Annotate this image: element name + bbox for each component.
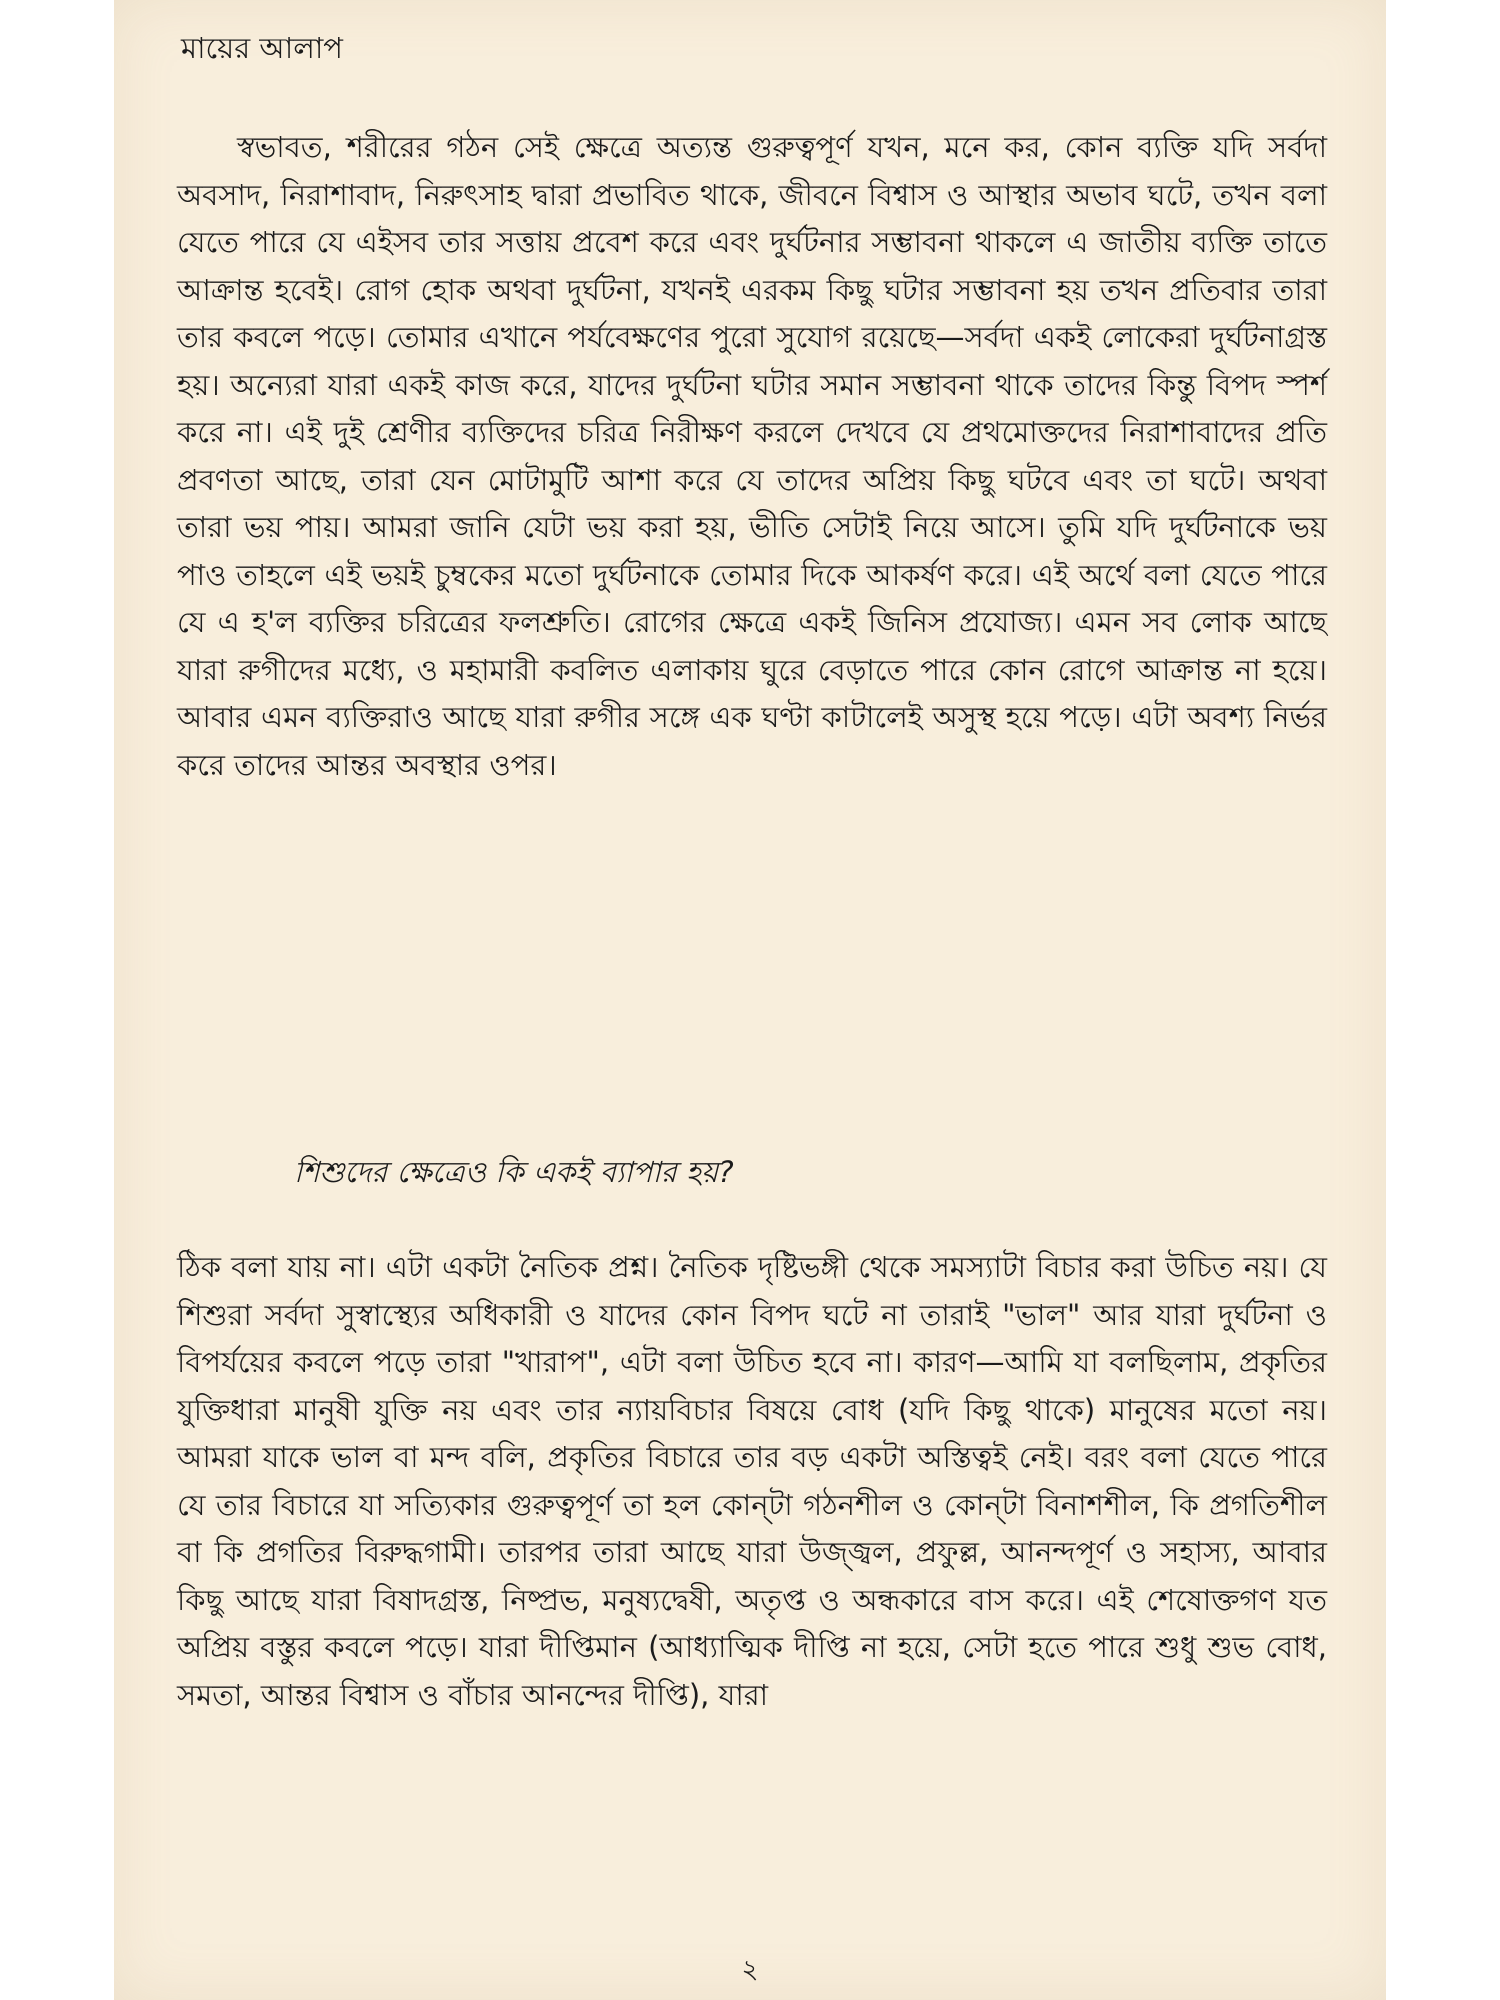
page-number: ২	[741, 1955, 759, 1985]
book-page	[114, 0, 1386, 2000]
paragraph-1: স্বভাবত, শরীরের গঠন সেই ক্ষেত্রে অত্যন্ত গুরুত্বপূর্ণ যখন, মনে কর, কোন ব্যক্তি যদি সর্বদা অবসাদ, নিরাশাবাদ, নিরুৎসাহ দ্বারা প্রভাবিত থাকে, জীবনে বিশ্বাস ও আস্থার অভাব ঘটে, তখন বলা যেতে পারে যে এইসব তার সত্তায় প্রবেশ করে এবং দুর্ঘটনার সম্ভাবনা থাকলে এ জাতীয় ব্যক্তি তাতে আক্রান্ত হবেই। রোগ হোক অথবা দুর্ঘটনা, যখনই এরকম কিছু ঘটার সম্ভাবনা হয় তখন প্রতিবার তারা তার কবলে পড়ে। তোমার এখানে পর্যবেক্ষণের পুরো সুযোগ রয়েছে—সর্বদা একই লোকেরা দুর্ঘটনাগ্রস্ত হয়। অন্যেরা যারা একই কাজ করে, যাদের দুর্ঘটনা ঘটার সমান সম্ভাবনা থাকে তাদের কিন্তু বিপদ স্পর্শ করে না। এই দুই শ্রেণীর ব্যক্তিদের চরিত্র নিরীক্ষণ করলে দেখবে যে প্রথমোক্তদের নিরাশাবাদের প্রতি প্রবণতা আছে, তারা যেন মোটামুটি আশা করে যে তাদের অপ্রিয় কিছু ঘটবে এবং তা ঘটে। অথবা তারা ভয় পায়। আমরা জানি যেটা ভয় করা হয়, ভীতি সেটাই নিয়ে আসে। তুমি যদি দুর্ঘটনাকে ভয় পাও তাহলে এই ভয়ই চুম্বকের মতো দুর্ঘটনাকে তোমার দিকে আকর্ষণ করে। এই অর্থে বলা যেতে পারে যে এ হ'ল ব্যক্তির চরিত্রের ফলশ্রুতি। রোগের ক্ষেত্রে একই জিনিস প্রযোজ্য। এমন সব লোক আছে যারা রুগীদের মধ্যে, ও মহামারী কবলিত এলাকায় ঘুরে বেড়াতে পারে কোন রোগে আক্রান্ত না হয়ে। আবার এমন ব্যক্তিরাও আছে যারা রুগীর সঙ্গে এক ঘণ্টা কাটালেই অসুস্থ হয়ে পড়ে। এটা অবশ্য নির্ভর করে তাদের আন্তর অবস্থার ওপর।	[177, 130, 1327, 782]
question-heading: শিশুদের ক্ষেত্রেও কি একই ব্যাপার হয়?	[294, 1155, 734, 1189]
body-section-2	[177, 1244, 1327, 1719]
paragraph-2: ঠিক বলা যায় না। এটা একটা নৈতিক প্রশ্ন। নৈতিক দৃষ্টিভঙ্গী থেকে সমস্যাটা বিচার করা উচিত নয়। যে শিশুরা সর্বদা সুস্বাস্থ্যের অধিকারী ও যাদের কোন বিপদ ঘটে না তারাই "ভাল" আর যারা দুর্ঘটনা ও বিপর্যয়ের কবলে পড়ে তারা "খারাপ", এটা বলা উচিত হবে না। কারণ—আমি যা বলছিলাম, প্রকৃতির যুক্তিধারা মানুষী যুক্তি নয় এবং তার ন্যায়বিচার বিষয়ে বোধ (যদি কিছু থাকে) মানুষের মতো নয়। আমরা যাকে ভাল বা মন্দ বলি, প্রকৃতির বিচারে তার বড় একটা অস্তিত্বই নেই। বরং বলা যেতে পারে যে তার বিচারে যা সত্যিকার গুরুত্বপূর্ণ তা হল কোন্‌টা গঠনশীল ও কোন্‌টা বিনাশশীল, কি প্রগতিশীল বা কি প্রগতির বিরুদ্ধগামী। তারপর তারা আছে যারা উজ্জ্বল, প্রফুল্ল, আনন্দপূর্ণ ও সহাস্য, আবার কিছু আছে যারা বিষাদগ্রস্ত, নিষ্প্রভ, মনুষ্যদ্বেষী, অতৃপ্ত ও অন্ধকারে বাস করে। এই শেষোক্তগণ যত অপ্রিয় বস্তুর কবলে পড়ে। যারা দীপ্তিমান (আধ্যাত্মিক দীপ্তি না হয়ে, সেটা হতে পারে শুধু শুভ বোধ, সমতা, আন্তর বিশ্বাস ও বাঁচার আনন্দের দীপ্তি), যারা	[177, 1250, 1327, 1712]
running-title: মায়ের আলাপ	[181, 31, 343, 65]
body-section-1	[177, 124, 1327, 789]
